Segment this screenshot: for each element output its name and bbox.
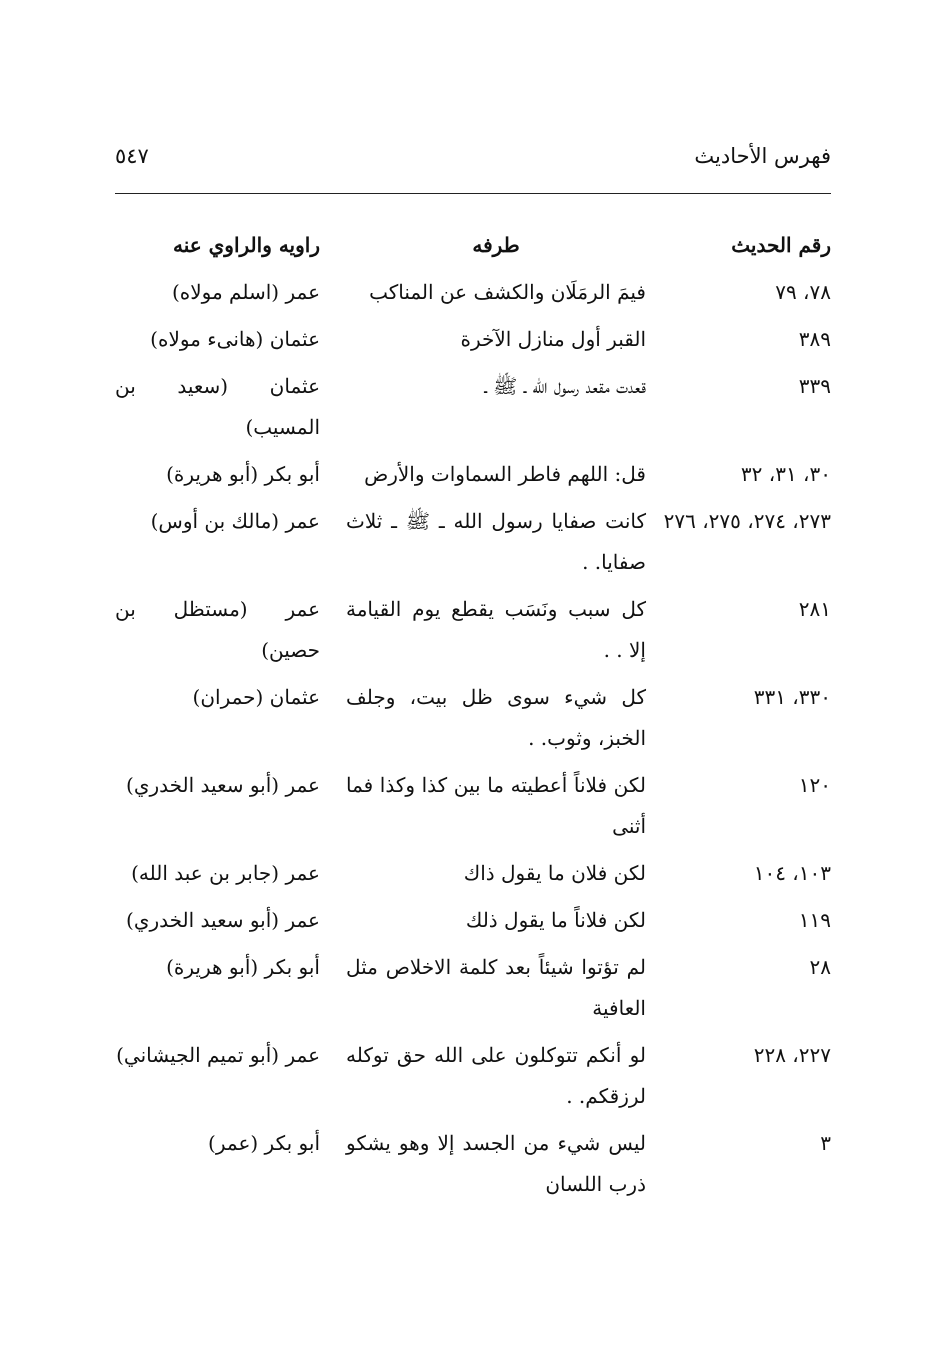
table-row: [115, 947, 831, 1029]
hadith-number: ٢٢٧، ٢٢٨: [753, 1043, 831, 1067]
table-row: [115, 589, 831, 671]
hadith-index-table: [115, 225, 831, 1211]
hadith-narrator: عمر (اسلم مولاه): [171, 280, 320, 304]
hadith-narrator: عمر (جابر بن عبد الله): [131, 861, 320, 885]
hadith-number: ٧٨، ٧٩: [775, 280, 831, 304]
hadith-number: ١٢٠: [798, 773, 831, 797]
hadith-text: لكن فلاناً أعطيته ما بين كذا وكذا فما أثنى: [346, 773, 646, 838]
table-row: [115, 319, 831, 360]
table-row: [115, 272, 831, 313]
hadith-text: لو أنكم تتوكلون على الله حق توكله لرزقكم. .: [346, 1043, 646, 1108]
header-rule: [115, 193, 831, 194]
hadith-narrator: عمر (أبو سعيد الخدري): [126, 773, 320, 797]
table-body: [115, 272, 831, 1205]
hadith-number: ٣٨٩: [798, 327, 831, 351]
hadith-number: ٢٧٣، ٢٧٤، ٢٧٥، ٢٧٦: [663, 509, 831, 533]
table-row: [115, 1035, 831, 1117]
hadith-text: قعدت مقعد رسول الله ـ ﷺ ـ: [484, 374, 646, 398]
hadith-number: ٣٣٩: [798, 374, 831, 398]
table-row: [115, 765, 831, 847]
table-row: [115, 454, 831, 495]
page-number: ٥٤٧: [115, 144, 149, 168]
hadith-narrator: أبو بكر (أبو هريرة): [166, 462, 320, 486]
hadith-narrator: عمر (مستظل بن حصين): [115, 597, 320, 662]
hadith-text: فيمَ الرمَلَان والكشف عن المناكب: [369, 280, 646, 304]
hadith-narrator: عمر (أبو تميم الجيشاني): [116, 1043, 320, 1067]
hadith-narrator: أبو بكر (أبو هريرة): [166, 955, 320, 979]
hadith-narrator: عمر (مالك بن أوس): [150, 509, 320, 533]
hadith-number: ١٠٣، ١٠٤: [753, 861, 831, 885]
hadith-text: كانت صفايا رسول الله ـ ﷺ ـ ثلاث صفايا. .: [346, 509, 646, 574]
hadith-number: ٢٨: [809, 955, 831, 979]
hadith-number: ٣: [820, 1131, 831, 1155]
hadith-text: القبر أول منازل الآخرة: [460, 327, 646, 351]
table-header-row: [115, 225, 831, 266]
hadith-text: قل: اللهم فاطر السماوات والأرض: [364, 462, 646, 486]
hadith-text: لم تؤتوا شيئاً بعد كلمة الاخلاص مثل العافية: [346, 955, 646, 1020]
hadith-number: ١١٩: [798, 908, 831, 932]
column-header-text: طرفه: [472, 233, 520, 257]
table-row: [115, 366, 831, 448]
table-row: [115, 501, 831, 583]
table-row: [115, 900, 831, 941]
hadith-text: ليس شيء من الجسد إلا وهو يشكو ذرب اللسان: [346, 1131, 646, 1196]
hadith-number: ٣٣٠، ٣٣١: [753, 685, 831, 709]
hadith-narrator: عمر (أبو سعيد الخدري): [126, 908, 320, 932]
table-row: [115, 853, 831, 894]
hadith-narrator: عثمان (حمران): [192, 685, 320, 709]
running-head: [115, 140, 831, 180]
hadith-narrator: أبو بكر (عمر): [208, 1131, 320, 1155]
hadith-number: ٣٠، ٣١، ٣٢: [740, 462, 831, 486]
column-header-number: رقم الحديث: [731, 233, 831, 257]
hadith-narrator: عثمان (سعيد بن المسيب): [115, 374, 320, 439]
table-row: [115, 677, 831, 759]
running-title: فهرس الأحاديث: [694, 144, 831, 168]
hadith-text: كل شيء سوى ظل بيت، وجلف الخبز، وثوب. .: [346, 685, 646, 750]
hadith-narrator: عثمان (هانىء مولاه): [150, 327, 320, 351]
hadith-text: كل سبب ونَسَب يقطع يوم القيامة إلا . .: [346, 597, 646, 662]
hadith-text: لكن فلاناً ما يقول ذلك: [465, 908, 646, 932]
column-header-narrator: راويه والراوي عنه: [173, 233, 320, 257]
table-row: [115, 1123, 831, 1205]
hadith-text: لكن فلان ما يقول ذاك: [463, 861, 646, 885]
hadith-number: ٢٨١: [798, 597, 831, 621]
